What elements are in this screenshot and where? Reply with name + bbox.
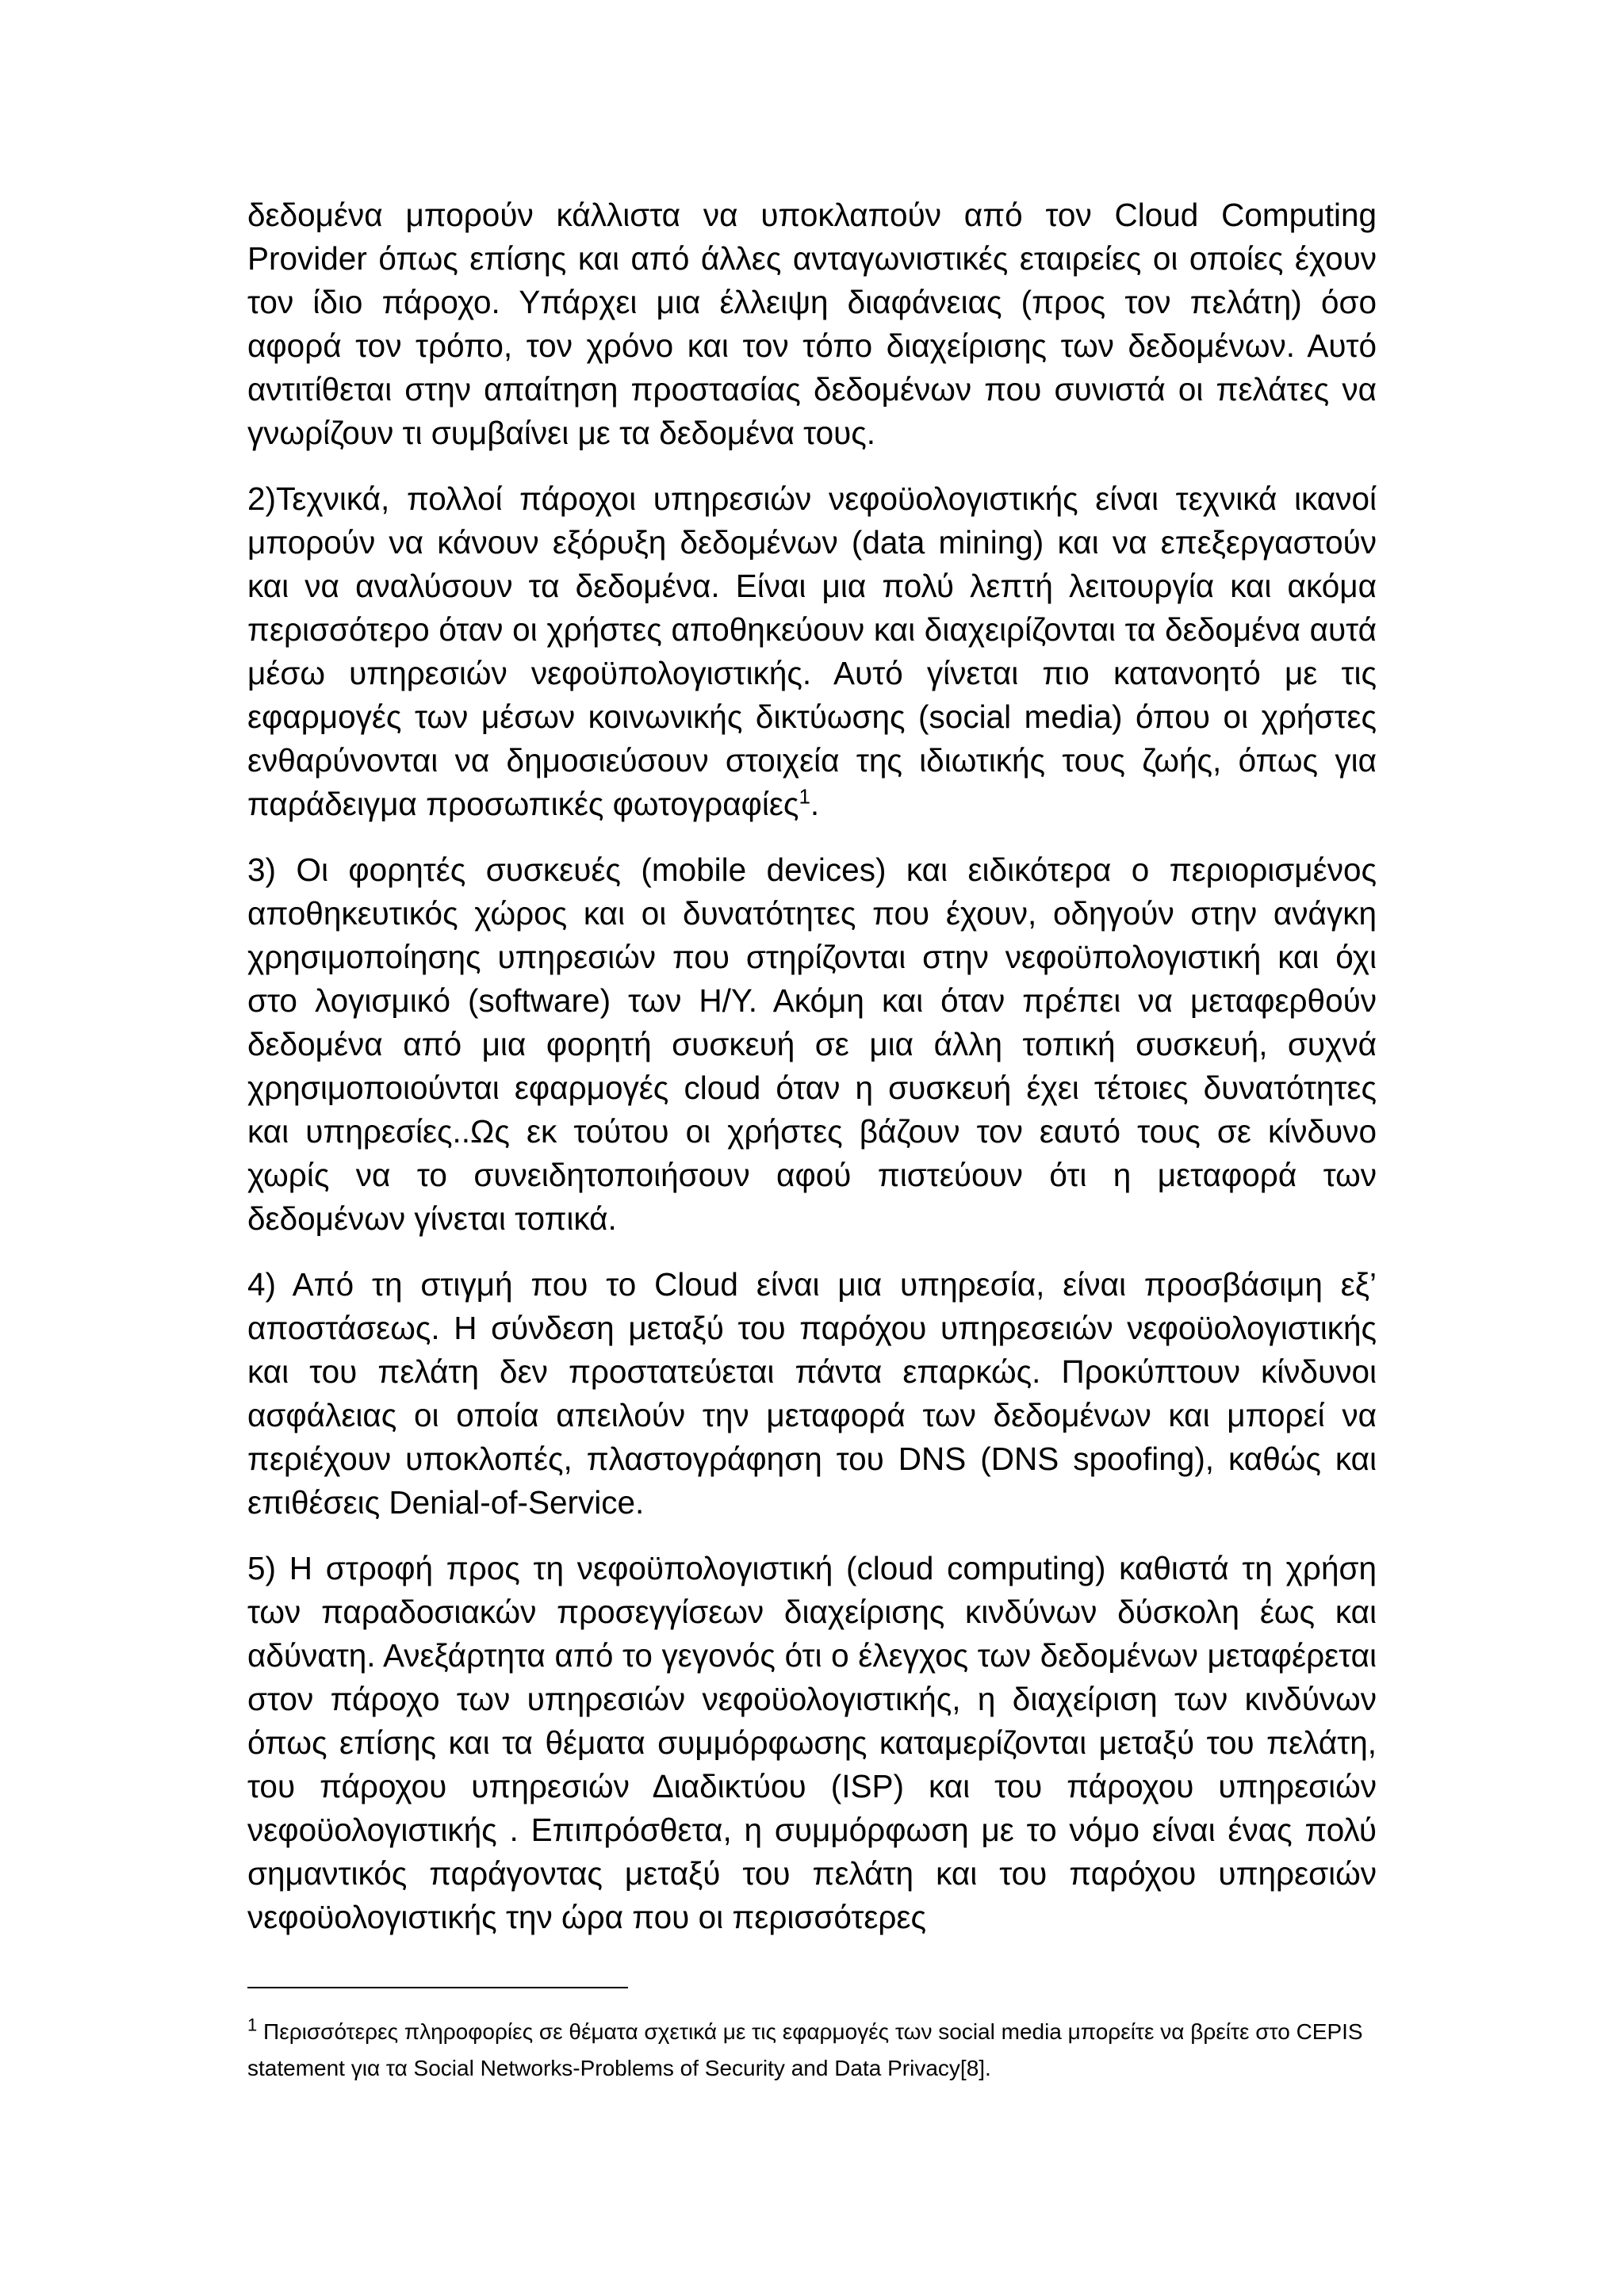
paragraph-5 (247, 1547, 1377, 1939)
paragraph-2 (247, 477, 1377, 826)
footnote-reference[interactable]: 1 (799, 784, 810, 809)
footnote (247, 2014, 1377, 2087)
paragraph-text-end: . (810, 786, 820, 822)
paragraph-text: δεδομένα μπορούν κάλλιστα να υποκλαπούν από τον Cloud Computing Provider όπως επίσης και από άλλες ανταγωνιστικές εταιρείες οι οποίες έχουν τον ίδιο πάροχο. Υπάρχει μια έλλειψη διαφάνειας (προς τον πελάτη) όσο αφορά τον τρόπο, τον χρόνο και τον τόπο διαχείρισης των δεδομένων. Αυτό αντιτίθεται στην απαίτηση προστασίας δεδομένων που συνιστά οι πελάτες να γνωρίζουν τι συμβαίνει με τα δεδομένα τους. (247, 197, 1377, 451)
paragraph-text: 3) Οι φορητές συσκευές (mobile devices) και ειδικότερα ο περιορισμένος αποθηκευτικός χώρος και οι δυνατότητες που έχουν, οδηγούν στην ανάγκη χρησιμοποίησης υπηρεσιών που στηρίζονται στην νεφοϋπολογιστική και όχι στο λογισμικό (software) των Η/Υ. Ακόμη και όταν πρέπει να μεταφερθούν δεδομένα από μια φορητή συσκευή σε μια άλλη τοπική συσκευή, συχνά χρησιμοποιούνται εφαρμογές cloud όταν η συσκευή έχει τέτοιες δυνατότητες και υπηρεσίες..Ως εκ τούτου οι χρήστες βάζουν τον εαυτό τους σε κίνδυνο χωρίς να το συνειδητοποιήσουν αφού πιστεύουν ότι η μεταφορά των δεδομένων γίνεται τοπικά. (247, 851, 1377, 1237)
paragraph-4 (247, 1263, 1377, 1525)
body-text (247, 193, 1377, 1961)
paragraph-text: 5) Η στροφή προς τη νεφοϋπολογιστική (cloud computing) καθιστά τη χρήση των παραδοσιακών προσεγγίσεων διαχείρισης κινδύνων δύσκολη έως και αδύνατη. Ανεξάρτητα από το γεγονός ότι ο έλεγχος των δεδομένων μεταφέρεται στον πάροχο των υπηρεσιών νεφοϋολογιστικής, η διαχείριση των κινδύνων όπως επίσης και τα θέματα συμμόρφωσης καταμερίζονται μεταξύ του πελάτη, του πάροχου υπηρεσιών Διαδικτύου (ISP) και του πάροχου υπηρεσιών νεφοϋολογιστικής . Επιπρόσθετα, η συμμόρφωση με το νόμο είναι ένας πολύ σημαντικός παράγοντας μεταξύ του πελάτη και του παρόχου υπηρεσιών νεφοϋολογιστικής την ώρα που οι περισσότερες (247, 1550, 1377, 1935)
paragraph-3 (247, 848, 1377, 1241)
paragraph-text: 4) Από τη στιγμή που το Cloud είναι μια υπηρεσία, είναι προσβάσιμη εξ’ αποστάσεως. Η σύνδεση μεταξύ του παρόχου υπηρεσειών νεφοϋολογιστικής και του πελάτη δεν προστατεύεται πάντα επαρκώς. Προκύπτουν κίνδυνοι ασφάλειας οι οποία απειλούν την μεταφορά των δεδομένων και μπορεί να περιέχουν υποκλοπές, πλαστογράφηση του DNS (DNS spoofing), καθώς και επιθέσεις Denial-of-Service. (247, 1266, 1377, 1521)
footnote-separator (247, 1987, 628, 1988)
footnote-text: Περισσότερες πληροφορίες σε θέματα σχετικά με τις εφαρμογές των social media μπορείτε να βρείτε στο CEPIS statement για τα Social Networks-Problems of Security and Data Privacy[8]. (247, 2019, 1363, 2080)
paragraph-text: 2)Τεχνικά, πολλοί πάροχοι υπηρεσιών νεφοϋολογιστικής είναι τεχνικά ικανοί μπορούν να κάνουν εξόρυξη δεδομένων (data mining) και να επεξεργαστούν και να αναλύσουν τα δεδομένα. Είναι μια πολύ λεπτή λειτουργία και ακόμα περισσότερο όταν οι χρήστες αποθηκεύουν και διαχειρίζονται τα δεδομένα αυτά μέσω υπηρεσιών νεφοϋπολογιστικής. Αυτό γίνεται πιο κατανοητό με τις εφαρμογές των μέσων κοινωνικής δικτύωσης (social media) όπου οι χρήστες ενθαρύνονται να δημοσιεύσουν στοιχεία της ιδιωτικής τους ζωής, όπως για παράδειγμα προσωπικές φωτογραφίες (247, 480, 1377, 822)
paragraph-intro (247, 193, 1377, 455)
footnote-marker: 1 (247, 2015, 258, 2035)
